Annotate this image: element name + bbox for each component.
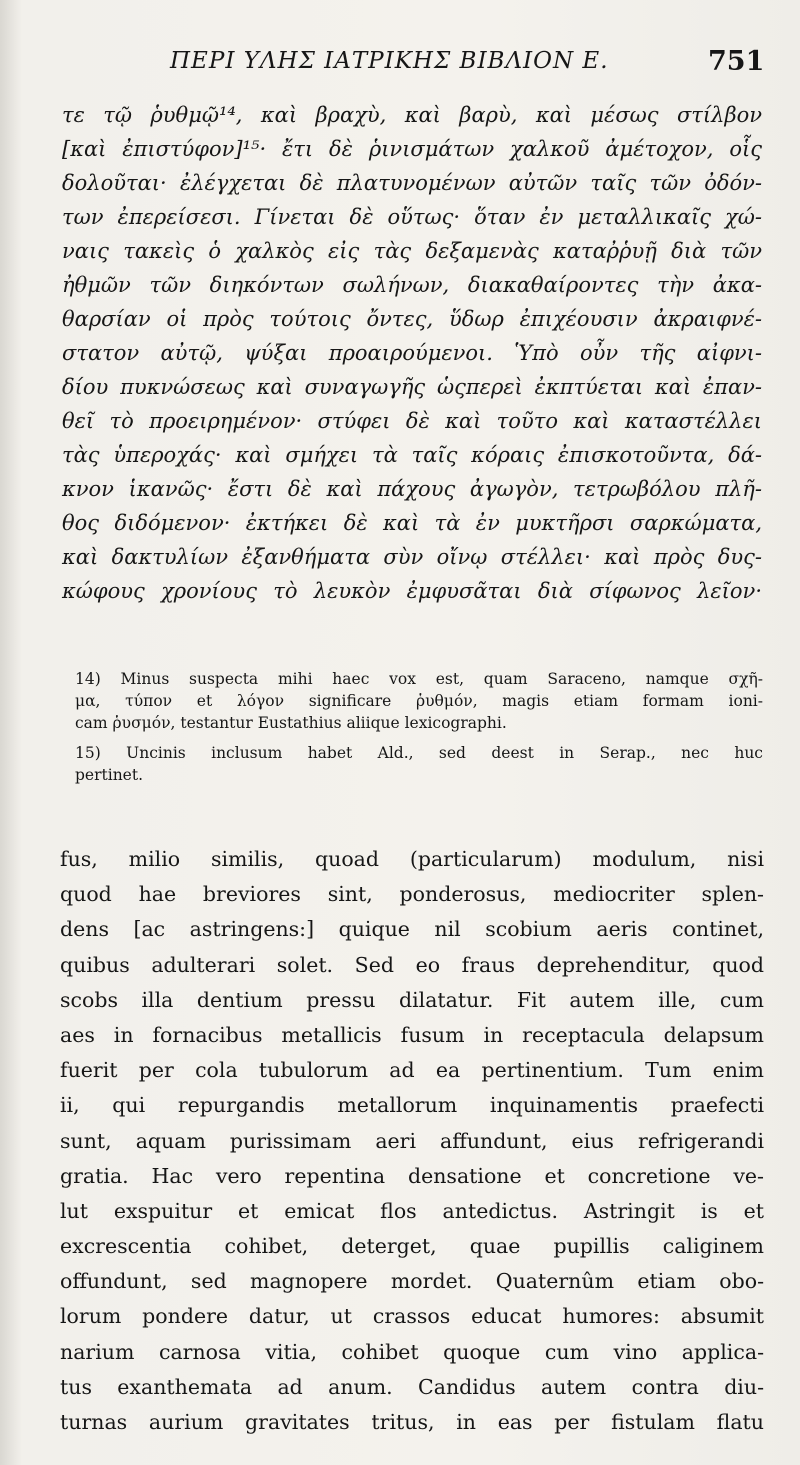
greek-line: κνον ἱκανῶς· ἔστι δὲ καὶ πάχους ἀγωγὸν, τετρωβόλου πλῆ- (62, 477, 762, 501)
latin-line: aes in fornacibus metallicis fusum in receptacula delapsum (60, 1022, 764, 1047)
latin-line: fuerit per cola tubulorum ad ea pertinentium. Tum enim (60, 1058, 764, 1083)
greek-line: θεῖ τὸ προειρημένον· στύφει δὲ καὶ τοῦτο καὶ καταστέλλει (62, 409, 762, 433)
greek-text-block (62, 98, 762, 608)
greek-line: τὰς ὑπεροχάς· καὶ σμήχει τὰ ταῖς κόραις ἐπισκοτοῦντα, δά- (62, 443, 762, 467)
latin-line: ii, qui repurgandis metallorum inquinamentis praefecti (60, 1093, 764, 1118)
greek-line: δίου πυκνώσεως καὶ συναγωγῆς ὡςπερεὶ ἐκπτύεται καὶ ἐπαν- (62, 375, 762, 399)
latin-line: lut exspuitur et emicat flos antedictus. Astringit is et (60, 1198, 764, 1223)
greek-line: δολοῦται· ἐλέγχεται δὲ πλατυνομένων αὐτῶν ταῖς τῶν ὀδόν- (62, 171, 762, 195)
latin-line: tus exanthemata ad anum. Candidus autem contra diu- (60, 1374, 764, 1399)
latin-line: sunt, aquam purissimam aeri affundunt, eius refrigerandi (60, 1128, 764, 1153)
latin-line: gratia. Hac vero repentina densatione et concretione ve- (60, 1163, 764, 1188)
latin-translation-block (60, 842, 764, 1440)
footnote-15 (75, 742, 763, 786)
latin-line: quibus adulterari solet. Sed eo fraus deprehenditur, quod (60, 952, 764, 977)
footnote-line: 14) Minus suspecta mihi haec vox est, quam Saraceno, namque σχῆ- (75, 670, 763, 688)
latin-line: dens [ac astringens:] quique nil scobium aeris continet, (60, 917, 764, 942)
greek-line: στατον αὐτῷ, ψύξαι προαιρούμενοι. Ὑπὸ οὖν τῆς αἰφνι- (62, 341, 762, 365)
greek-line: καὶ δακτυλίων ἐξανθήματα σὺν οἴνῳ στέλλει· καὶ πρὸς δυς- (62, 545, 762, 569)
latin-line: scobs illa dentium pressu dilatatur. Fit autem ille, cum (60, 987, 764, 1012)
latin-line: offundunt, sed magnopere mordet. Quaternûm etiam obo- (60, 1269, 764, 1294)
greek-line: θος διδόμενον· ἐκτήκει δὲ καὶ τὰ ἐν μυκτῆρσι σαρκώματα, (62, 511, 762, 535)
greek-line: ναις τακεὶς ὁ χαλκὸς εἰς τὰς δεξαμενὰς καταῤῥυῇ διὰ τῶν (62, 239, 762, 263)
latin-line: fus, milio similis, quoad (particularum) modulum, nisi (60, 847, 764, 871)
latin-line: narium carnosa vitia, cohibet quoque cum vino applica- (60, 1339, 764, 1364)
footnote-14 (75, 668, 763, 734)
latin-line: quod hae breviores sint, ponderosus, mediocriter splen- (60, 882, 764, 907)
greek-line: θαρσίαν οἱ πρὸς τούτοις ὄντες, ὕδωρ ἐπιχέουσιν ἀκραιφνέ- (62, 307, 762, 331)
greek-line: [καὶ ἐπιστύφον]¹⁵· ἔτι δὲ ῥινισμάτων χαλκοῦ ἀμέτοχον, οἷς (62, 137, 762, 161)
greek-line: των ἐπερείσεσι. Γίνεται δὲ οὕτως· ὅταν ἐν μεταλλικαῖς χώ- (62, 205, 762, 229)
footnotes (75, 668, 763, 794)
footnote-line: pertinet. (75, 766, 144, 784)
greek-line: κώφους χρονίους τὸ λευκὸν ἐμφυσᾶται διὰ σίφωνος λεῖον· (62, 579, 762, 603)
footnote-line: 15) Uncinis inclusum habet Ald., sed deest in Serap., nec huc (75, 744, 763, 762)
footnote-line: μα, τύπον et λόγον significare ῥυθμόν, magis etiam formam ioni- (75, 692, 763, 710)
page-number: 751 (708, 46, 765, 77)
page-header (0, 42, 800, 92)
greek-line: ἠθμῶν τῶν διηκόντων σωλήνων, διακαθαίροντες τὴν ἀκα- (62, 273, 762, 297)
latin-line: lorum pondere datur, ut crassos educat humores: absumit (60, 1304, 764, 1329)
footnote-line: cam ῥυσμόν, testantur Eustathius aliique lexicographi. (75, 714, 507, 732)
latin-line: turnas aurium gravitates tritus, in eas per fistulam flatu (60, 1410, 764, 1434)
greek-line: τε τῷ ῥυθμῷ¹⁴, καὶ βραχὺ, καὶ βαρὺ, καὶ μέσως στίλβον (62, 103, 762, 127)
latin-line: excrescentia cohibet, deterget, quae pupillis caliginem (60, 1234, 764, 1259)
running-title: ΠΕΡΙ ΥΛΗΣ ΙΑΤΡΙΚΗΣ ΒΙΒΛΙΟΝ Ε. (170, 48, 609, 74)
